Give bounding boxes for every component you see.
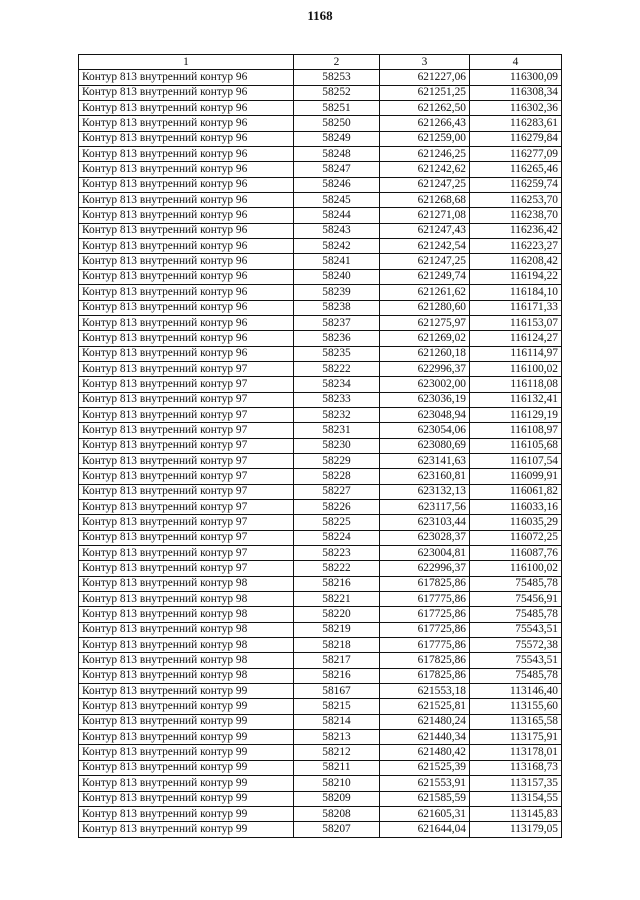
contour-name-cell: Контур 813 внутренний контур 97 [79, 530, 294, 545]
contour-name-cell: Контур 813 внутренний контур 99 [79, 806, 294, 821]
table-row [79, 684, 562, 699]
y-coordinate-cell: 116035,29 [470, 515, 562, 530]
point-number-cell: 58208 [294, 806, 380, 821]
table-row [79, 668, 562, 683]
table-row [79, 776, 562, 791]
contour-name-cell: Контур 813 внутренний контур 97 [79, 453, 294, 468]
table-row [79, 177, 562, 192]
point-number-cell: 58236 [294, 331, 380, 346]
contour-name-cell: Контур 813 внутренний контур 96 [79, 193, 294, 208]
point-number-cell: 58223 [294, 546, 380, 561]
table-row [79, 576, 562, 591]
x-coordinate-cell: 621262,50 [380, 101, 470, 116]
y-coordinate-cell: 116107,54 [470, 453, 562, 468]
x-coordinate-cell: 623160,81 [380, 469, 470, 484]
coordinates-table [78, 54, 562, 838]
table-row [79, 162, 562, 177]
point-number-cell: 58228 [294, 469, 380, 484]
y-coordinate-cell: 75456,91 [470, 592, 562, 607]
x-coordinate-cell: 617775,86 [380, 638, 470, 653]
x-coordinate-cell: 621261,62 [380, 285, 470, 300]
x-coordinate-cell: 623004,81 [380, 546, 470, 561]
y-coordinate-cell: 113165,58 [470, 714, 562, 729]
point-number-cell: 58212 [294, 745, 380, 760]
contour-name-cell: Контур 813 внутренний контур 97 [79, 546, 294, 561]
table-row [79, 469, 562, 484]
point-number-cell: 58251 [294, 101, 380, 116]
contour-name-cell: Контур 813 внутренний контур 98 [79, 653, 294, 668]
x-coordinate-cell: 621271,08 [380, 208, 470, 223]
table-row [79, 254, 562, 269]
y-coordinate-cell: 116153,07 [470, 315, 562, 330]
table-row [79, 193, 562, 208]
table-header-row [79, 55, 562, 70]
x-coordinate-cell: 621249,74 [380, 269, 470, 284]
point-number-cell: 58247 [294, 162, 380, 177]
x-coordinate-cell: 621280,60 [380, 300, 470, 315]
contour-name-cell: Контур 813 внутренний контур 99 [79, 822, 294, 837]
y-coordinate-cell: 113145,83 [470, 806, 562, 821]
contour-name-cell: Контур 813 внутренний контур 98 [79, 607, 294, 622]
y-coordinate-cell: 113168,73 [470, 760, 562, 775]
table-row [79, 70, 562, 85]
table-row [79, 392, 562, 407]
x-coordinate-cell: 617725,86 [380, 607, 470, 622]
y-coordinate-cell: 113178,01 [470, 745, 562, 760]
y-coordinate-cell: 116061,82 [470, 484, 562, 499]
contour-name-cell: Контур 813 внутренний контур 97 [79, 407, 294, 422]
point-number-cell: 58214 [294, 714, 380, 729]
column-header: 4 [470, 55, 562, 70]
x-coordinate-cell: 621585,59 [380, 791, 470, 806]
table-row [79, 285, 562, 300]
point-number-cell: 58220 [294, 607, 380, 622]
y-coordinate-cell: 116300,09 [470, 70, 562, 85]
contour-name-cell: Контур 813 внутренний контур 97 [79, 469, 294, 484]
contour-name-cell: Контур 813 внутренний контур 97 [79, 377, 294, 392]
contour-name-cell: Контур 813 внутренний контур 96 [79, 239, 294, 254]
x-coordinate-cell: 623117,56 [380, 499, 470, 514]
y-coordinate-cell: 116238,70 [470, 208, 562, 223]
x-coordinate-cell: 621246,25 [380, 147, 470, 162]
table-row [79, 223, 562, 238]
column-header: 1 [79, 55, 294, 70]
x-coordinate-cell: 623036,19 [380, 392, 470, 407]
contour-name-cell: Контур 813 внутренний контур 97 [79, 484, 294, 499]
table-body [79, 70, 562, 837]
contour-name-cell: Контур 813 внутренний контур 96 [79, 70, 294, 85]
table-row [79, 806, 562, 821]
contour-name-cell: Контур 813 внутренний контур 96 [79, 285, 294, 300]
x-coordinate-cell: 623080,69 [380, 438, 470, 453]
point-number-cell: 58231 [294, 423, 380, 438]
table-row [79, 791, 562, 806]
y-coordinate-cell: 113179,05 [470, 822, 562, 837]
x-coordinate-cell: 621525,81 [380, 699, 470, 714]
point-number-cell: 58217 [294, 653, 380, 668]
x-coordinate-cell: 621247,25 [380, 177, 470, 192]
contour-name-cell: Контур 813 внутренний контур 96 [79, 331, 294, 346]
table-row [79, 638, 562, 653]
contour-name-cell: Контур 813 внутренний контур 99 [79, 745, 294, 760]
y-coordinate-cell: 116087,76 [470, 546, 562, 561]
point-number-cell: 58234 [294, 377, 380, 392]
y-coordinate-cell: 116253,70 [470, 193, 562, 208]
y-coordinate-cell: 113146,40 [470, 684, 562, 699]
y-coordinate-cell: 116223,27 [470, 239, 562, 254]
table-row [79, 116, 562, 131]
y-coordinate-cell: 116184,10 [470, 285, 562, 300]
point-number-cell: 58209 [294, 791, 380, 806]
contour-name-cell: Контур 813 внутренний контур 96 [79, 101, 294, 116]
point-number-cell: 58245 [294, 193, 380, 208]
point-number-cell: 58232 [294, 407, 380, 422]
table-row [79, 269, 562, 284]
point-number-cell: 58227 [294, 484, 380, 499]
point-number-cell: 58237 [294, 315, 380, 330]
y-coordinate-cell: 116279,84 [470, 131, 562, 146]
x-coordinate-cell: 621247,43 [380, 223, 470, 238]
y-coordinate-cell: 75485,78 [470, 576, 562, 591]
contour-name-cell: Контур 813 внутренний контур 99 [79, 684, 294, 699]
y-coordinate-cell: 116114,97 [470, 346, 562, 361]
point-number-cell: 58211 [294, 760, 380, 775]
table-row [79, 730, 562, 745]
point-number-cell: 58224 [294, 530, 380, 545]
table-row [79, 147, 562, 162]
x-coordinate-cell: 623103,44 [380, 515, 470, 530]
table-row [79, 760, 562, 775]
table-row [79, 331, 562, 346]
y-coordinate-cell: 113154,55 [470, 791, 562, 806]
table-row [79, 346, 562, 361]
contour-name-cell: Контур 813 внутренний контур 99 [79, 730, 294, 745]
table-row [79, 714, 562, 729]
y-coordinate-cell: 116129,19 [470, 407, 562, 422]
y-coordinate-cell: 75485,78 [470, 668, 562, 683]
point-number-cell: 58210 [294, 776, 380, 791]
y-coordinate-cell: 116118,08 [470, 377, 562, 392]
contour-name-cell: Контур 813 внутренний контур 96 [79, 300, 294, 315]
table-row [79, 85, 562, 100]
table-row [79, 315, 562, 330]
y-coordinate-cell: 116283,61 [470, 116, 562, 131]
contour-name-cell: Контур 813 внутренний контур 96 [79, 116, 294, 131]
point-number-cell: 58221 [294, 592, 380, 607]
point-number-cell: 58216 [294, 576, 380, 591]
contour-name-cell: Контур 813 внутренний контур 97 [79, 361, 294, 376]
point-number-cell: 58222 [294, 561, 380, 576]
point-number-cell: 58252 [294, 85, 380, 100]
table-row [79, 653, 562, 668]
x-coordinate-cell: 621242,54 [380, 239, 470, 254]
table-row [79, 407, 562, 422]
x-coordinate-cell: 621440,34 [380, 730, 470, 745]
x-coordinate-cell: 621480,24 [380, 714, 470, 729]
y-coordinate-cell: 116277,09 [470, 147, 562, 162]
x-coordinate-cell: 621251,25 [380, 85, 470, 100]
y-coordinate-cell: 116100,02 [470, 561, 562, 576]
table-row [79, 239, 562, 254]
x-coordinate-cell: 623002,00 [380, 377, 470, 392]
y-coordinate-cell: 116132,41 [470, 392, 562, 407]
y-coordinate-cell: 116033,16 [470, 499, 562, 514]
point-number-cell: 58219 [294, 622, 380, 637]
point-number-cell: 58235 [294, 346, 380, 361]
x-coordinate-cell: 621553,18 [380, 684, 470, 699]
table-row [79, 361, 562, 376]
table-row [79, 822, 562, 837]
table-row [79, 484, 562, 499]
point-number-cell: 58229 [294, 453, 380, 468]
y-coordinate-cell: 116259,74 [470, 177, 562, 192]
y-coordinate-cell: 116208,42 [470, 254, 562, 269]
x-coordinate-cell: 622996,37 [380, 561, 470, 576]
table-row [79, 208, 562, 223]
y-coordinate-cell: 116108,97 [470, 423, 562, 438]
table-row [79, 131, 562, 146]
y-coordinate-cell: 113157,35 [470, 776, 562, 791]
table-row [79, 607, 562, 622]
contour-name-cell: Контур 813 внутренний контур 96 [79, 177, 294, 192]
y-coordinate-cell: 116100,02 [470, 361, 562, 376]
x-coordinate-cell: 617825,86 [380, 576, 470, 591]
page-number: 1168 [307, 8, 333, 23]
x-coordinate-cell: 621644,04 [380, 822, 470, 837]
point-number-cell: 58230 [294, 438, 380, 453]
table-row [79, 699, 562, 714]
x-coordinate-cell: 621268,68 [380, 193, 470, 208]
y-coordinate-cell: 116236,42 [470, 223, 562, 238]
point-number-cell: 58222 [294, 361, 380, 376]
x-coordinate-cell: 621242,62 [380, 162, 470, 177]
y-coordinate-cell: 113155,60 [470, 699, 562, 714]
y-coordinate-cell: 116099,91 [470, 469, 562, 484]
x-coordinate-cell: 621269,02 [380, 331, 470, 346]
table-row [79, 515, 562, 530]
column-header: 2 [294, 55, 380, 70]
x-coordinate-cell: 623141,63 [380, 453, 470, 468]
table-row [79, 622, 562, 637]
point-number-cell: 58167 [294, 684, 380, 699]
x-coordinate-cell: 617775,86 [380, 592, 470, 607]
point-number-cell: 58238 [294, 300, 380, 315]
point-number-cell: 58207 [294, 822, 380, 837]
contour-name-cell: Контур 813 внутренний контур 99 [79, 791, 294, 806]
y-coordinate-cell: 116308,34 [470, 85, 562, 100]
contour-name-cell: Контур 813 внутренний контур 98 [79, 638, 294, 653]
point-number-cell: 58249 [294, 131, 380, 146]
x-coordinate-cell: 621266,43 [380, 116, 470, 131]
x-coordinate-cell: 623028,37 [380, 530, 470, 545]
y-coordinate-cell: 75485,78 [470, 607, 562, 622]
table-row [79, 101, 562, 116]
contour-name-cell: Контур 813 внутренний контур 96 [79, 346, 294, 361]
contour-name-cell: Контур 813 внутренний контур 96 [79, 254, 294, 269]
contour-name-cell: Контур 813 внутренний контур 97 [79, 392, 294, 407]
x-coordinate-cell: 617825,86 [380, 668, 470, 683]
contour-name-cell: Контур 813 внутренний контур 96 [79, 147, 294, 162]
contour-name-cell: Контур 813 внутренний контур 96 [79, 208, 294, 223]
column-header: 3 [380, 55, 470, 70]
contour-name-cell: Контур 813 внутренний контур 98 [79, 668, 294, 683]
point-number-cell: 58250 [294, 116, 380, 131]
contour-name-cell: Контур 813 внутренний контур 97 [79, 561, 294, 576]
table-row [79, 530, 562, 545]
x-coordinate-cell: 621275,97 [380, 315, 470, 330]
contour-name-cell: Контур 813 внутренний контур 97 [79, 423, 294, 438]
contour-name-cell: Контур 813 внутренний контур 96 [79, 85, 294, 100]
y-coordinate-cell: 75543,51 [470, 653, 562, 668]
point-number-cell: 58213 [294, 730, 380, 745]
point-number-cell: 58233 [294, 392, 380, 407]
y-coordinate-cell: 116265,46 [470, 162, 562, 177]
table-row [79, 561, 562, 576]
x-coordinate-cell: 622996,37 [380, 361, 470, 376]
contour-name-cell: Контур 813 внутренний контур 97 [79, 438, 294, 453]
x-coordinate-cell: 621260,18 [380, 346, 470, 361]
contour-name-cell: Контур 813 внутренний контур 99 [79, 714, 294, 729]
y-coordinate-cell: 116105,68 [470, 438, 562, 453]
x-coordinate-cell: 621259,00 [380, 131, 470, 146]
y-coordinate-cell: 116124,27 [470, 331, 562, 346]
table-row [79, 453, 562, 468]
point-number-cell: 58241 [294, 254, 380, 269]
y-coordinate-cell: 116302,36 [470, 101, 562, 116]
table-row [79, 438, 562, 453]
contour-name-cell: Контур 813 внутренний контур 98 [79, 576, 294, 591]
x-coordinate-cell: 617725,86 [380, 622, 470, 637]
table-row [79, 546, 562, 561]
x-coordinate-cell: 621480,42 [380, 745, 470, 760]
contour-name-cell: Контур 813 внутренний контур 96 [79, 162, 294, 177]
table-row [79, 377, 562, 392]
x-coordinate-cell: 623048,94 [380, 407, 470, 422]
x-coordinate-cell: 621247,25 [380, 254, 470, 269]
table-row [79, 499, 562, 514]
contour-name-cell: Контур 813 внутренний контур 98 [79, 622, 294, 637]
x-coordinate-cell: 623054,06 [380, 423, 470, 438]
point-number-cell: 58242 [294, 239, 380, 254]
point-number-cell: 58253 [294, 70, 380, 85]
x-coordinate-cell: 621553,91 [380, 776, 470, 791]
contour-name-cell: Контур 813 внутренний контур 96 [79, 131, 294, 146]
point-number-cell: 58240 [294, 269, 380, 284]
table-row [79, 592, 562, 607]
y-coordinate-cell: 75572,38 [470, 638, 562, 653]
point-number-cell: 58248 [294, 147, 380, 162]
contour-name-cell: Контур 813 внутренний контур 99 [79, 776, 294, 791]
point-number-cell: 58215 [294, 699, 380, 714]
y-coordinate-cell: 116171,33 [470, 300, 562, 315]
y-coordinate-cell: 116194,22 [470, 269, 562, 284]
contour-name-cell: Контур 813 внутренний контур 99 [79, 760, 294, 775]
contour-name-cell: Контур 813 внутренний контур 97 [79, 499, 294, 514]
y-coordinate-cell: 75543,51 [470, 622, 562, 637]
contour-name-cell: Контур 813 внутренний контур 98 [79, 592, 294, 607]
point-number-cell: 58225 [294, 515, 380, 530]
contour-name-cell: Контур 813 внутренний контур 96 [79, 315, 294, 330]
point-number-cell: 58226 [294, 499, 380, 514]
point-number-cell: 58244 [294, 208, 380, 223]
x-coordinate-cell: 621525,39 [380, 760, 470, 775]
point-number-cell: 58218 [294, 638, 380, 653]
x-coordinate-cell: 617825,86 [380, 653, 470, 668]
point-number-cell: 58239 [294, 285, 380, 300]
point-number-cell: 58246 [294, 177, 380, 192]
x-coordinate-cell: 623132,13 [380, 484, 470, 499]
contour-name-cell: Контур 813 внутренний контур 99 [79, 699, 294, 714]
y-coordinate-cell: 116072,25 [470, 530, 562, 545]
contour-name-cell: Контур 813 внутренний контур 97 [79, 515, 294, 530]
contour-name-cell: Контур 813 внутренний контур 96 [79, 269, 294, 284]
x-coordinate-cell: 621227,06 [380, 70, 470, 85]
contour-name-cell: Контур 813 внутренний контур 96 [79, 223, 294, 238]
x-coordinate-cell: 621605,31 [380, 806, 470, 821]
point-number-cell: 58216 [294, 668, 380, 683]
point-number-cell: 58243 [294, 223, 380, 238]
table-row [79, 745, 562, 760]
y-coordinate-cell: 113175,91 [470, 730, 562, 745]
table-row [79, 300, 562, 315]
table-row [79, 423, 562, 438]
